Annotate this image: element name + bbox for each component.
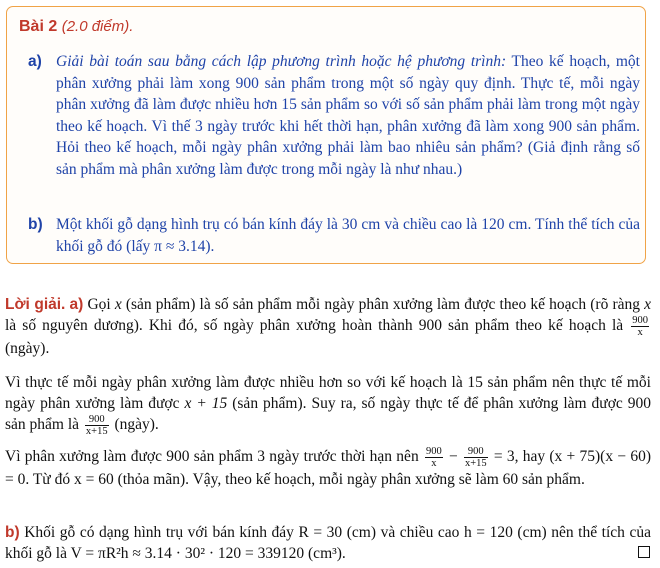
fraction: $\frac{900}{x}$ [425, 446, 442, 469]
fraction: $\frac{900}{x+15}$ [464, 446, 487, 469]
solution-heading: Lời giải. [5, 296, 66, 313]
problem-points: (2.0 điểm). [61, 18, 134, 35]
solution-paragraph-4: b) Khối gỗ có dạng hình trụ với bán kính đáy R = 30 (cm) và chiều cao h = 120 (cm) nên thể tích của khối gỗ là V = πR²h ≈ 3.14 · 30² · 120 = 339120 (cm³). [5, 524, 651, 562]
part-b-label: b) [28, 216, 43, 233]
solution-a-label: a) [69, 296, 84, 313]
part-a-text: Giải bài toán sau bằng cách lập phương trình hoặc hệ phương trình: Theo kế hoạch, một phân xưởng phải làm xong 900 sản phẩm trong một số ngày quy định. Thực tế, mỗi ngày phân xưởng đã làm được nhiều hơn 15 sản phẩm so với số sản phẩm phải làm trong một ngày theo kế hoạch. Vì thế 3 ngày trước khi hết thời hạn, phân xưởng đã làm xong 900 sản phẩm. Hỏi theo kế hoạch, mỗi ngày phân xưởng phải làm bao nhiêu sản phẩm? (Giả định rằng số sản phẩm mà phân xưởng làm được trong mỗi ngày là như nhau.) [56, 53, 640, 178]
solution-b-label: b) [5, 524, 20, 541]
problem-title: Bài 2 (2.0 điểm). [19, 18, 134, 35]
solution-paragraph-1: Lời giải. a) Gọi x (sản phẩm) là số sản phẩm mỗi ngày phân xưởng làm được theo kế hoạch (rõ ràng x là số nguyên dương). Khi đó, số ngày phân xưởng hoàn thành 900 sản phẩm theo kế hoạch là $\frac{900}{x}$ (ngày). [5, 296, 652, 357]
part-b [28, 214, 640, 257]
part-a-label: a) [28, 53, 42, 70]
part-b-text: Một khối gỗ dạng hình trụ có bán kính đáy là 30 cm và chiều cao là 120 cm. Tính thể tích của khối gỗ đó (lấy π ≈ 3.14). [56, 216, 640, 255]
qed-square [638, 546, 650, 558]
solution-paragraph-2: Vì thực tế mỗi ngày phân xưởng làm được nhiều hơn so với kế hoạch là 15 sản phẩm nên thực tế mỗi ngày phân xưởng làm được x + 15 (sản phẩm). Suy ra, số ngày thực tế để phân xưởng làm được 900 sản phẩm là $\frac{900}{x+15}$ (ngày). [5, 374, 652, 437]
fraction: $\frac{900}{x}$ [632, 315, 648, 338]
solution-paragraph-3: Vì phân xưởng làm được 900 sản phẩm 3 ngày trước thời hạn nên $\frac{900}{x}$ − $\frac{900}{x+15}$ = 3, hay (x + 75)(x − 60) = 0. Từ đó x = 60 (thỏa mãn). Vậy, theo kế hoạch, mỗi ngày phân xưởng sẽ làm 60 sản phẩm. [5, 446, 651, 488]
problem-box [6, 6, 646, 264]
part-a [28, 51, 640, 180]
fraction: $\frac{900}{x+15}$ [85, 414, 108, 437]
